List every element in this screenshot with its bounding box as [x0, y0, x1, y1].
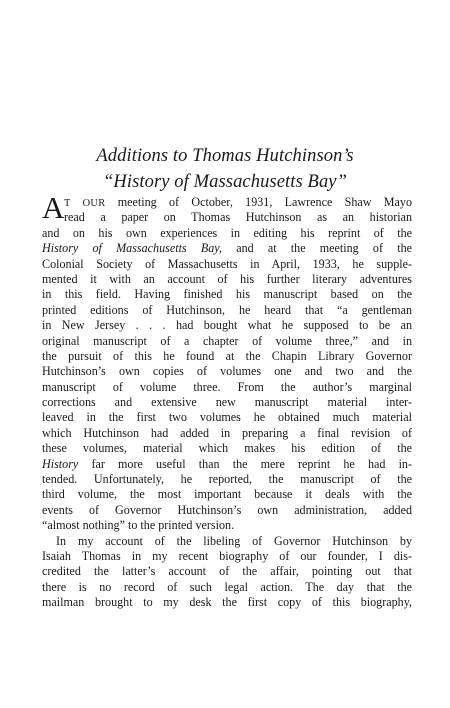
- paragraph-2-line-1: In my account of the libeling of Governor Hutchinson by: [56, 533, 412, 548]
- paragraph-1-line-11: the pursuit of this he found at the Chapin Library Governor: [42, 348, 412, 363]
- paragraph-1-line-16: which Hutchinson had added in preparing a final revision of: [42, 425, 412, 440]
- paragraph-1-line-13: manuscript of volume three. From the author’s marginal: [42, 379, 412, 394]
- paragraph-2-line-3: credited the latter’s account of the affair, pointing out that: [42, 564, 412, 579]
- italic-title: History: [42, 456, 79, 471]
- paragraph-1-line-19: tended. Unfortunately, he reported, the manuscript of the: [42, 472, 412, 487]
- paragraph-1-line-7: in this field. Having finished his manuscript based on the: [42, 287, 412, 302]
- paragraph-1-line-22: “almost nothing” to the printed version.: [42, 518, 235, 533]
- paragraph-2-line-4: there is no record of such legal action. The day that the: [42, 579, 412, 594]
- paragraph-1-line-12: Hutchinson’s own copies of volumes one and two and the: [42, 364, 412, 379]
- article-body: [42, 190, 412, 611]
- italic-title: History of Massachusetts Bay,: [42, 241, 222, 256]
- paragraph-2-line-5: mailman brought to my desk the first copy of this biography,: [42, 595, 412, 610]
- line-text: far more useful than the mere reprint he had in-: [78, 456, 412, 471]
- paragraph-2-line-2: Isaiah Thomas in my recent biography of our founder, I dis-: [42, 548, 412, 563]
- small-caps-lead: T OUR: [64, 198, 106, 209]
- paragraph-1-line-2: read a paper on Thomas Hutchinson as an historian: [64, 210, 412, 225]
- title-line-1: Additions to Thomas Hutchinson’s: [96, 146, 354, 166]
- drop-cap: A: [42, 190, 65, 225]
- paragraph-1-line-17: these volumes, material which makes his edition of the: [42, 441, 412, 456]
- paragraph-1-line-8: printed editions of Hutchinson, he heard that “a gentleman: [42, 302, 412, 317]
- line-text: meeting of October, 1931, Lawrence Shaw Mayo: [105, 195, 412, 209]
- article-title: [0, 143, 450, 195]
- paragraph-1-line-6: mented it with an account of his further literary adventures: [42, 271, 412, 286]
- paragraph-1-line-20: third volume, the most important because it deals with the: [42, 487, 412, 502]
- paragraph-1-line-4: [42, 241, 412, 256]
- paragraph-1-line-10: original manuscript of a chapter of volume three,” and in: [42, 333, 412, 348]
- line-text: and at the meeting of the: [222, 241, 412, 256]
- paragraph-1-line-18: [42, 457, 412, 472]
- title-line-2: “History of Massachusetts Bay”: [102, 172, 347, 192]
- paragraph-1-line-3: and on his own experiences in editing his reprint of the: [42, 225, 412, 240]
- paragraph-1-line-15: leaved in the first two volumes he obtained much material: [42, 410, 412, 425]
- paragraph-1-line-5: Colonial Society of Massachusetts in April, 1933, he supple-: [42, 256, 412, 271]
- paragraph-1-line-9: in New Jersey . . . had bought what he supposed to be an: [42, 318, 412, 333]
- paragraph-1-line-14: corrections and extensive new manuscript material inter-: [42, 395, 412, 410]
- paragraph-1-line-21: events of Governor Hutchinson’s own administration, added: [42, 502, 412, 517]
